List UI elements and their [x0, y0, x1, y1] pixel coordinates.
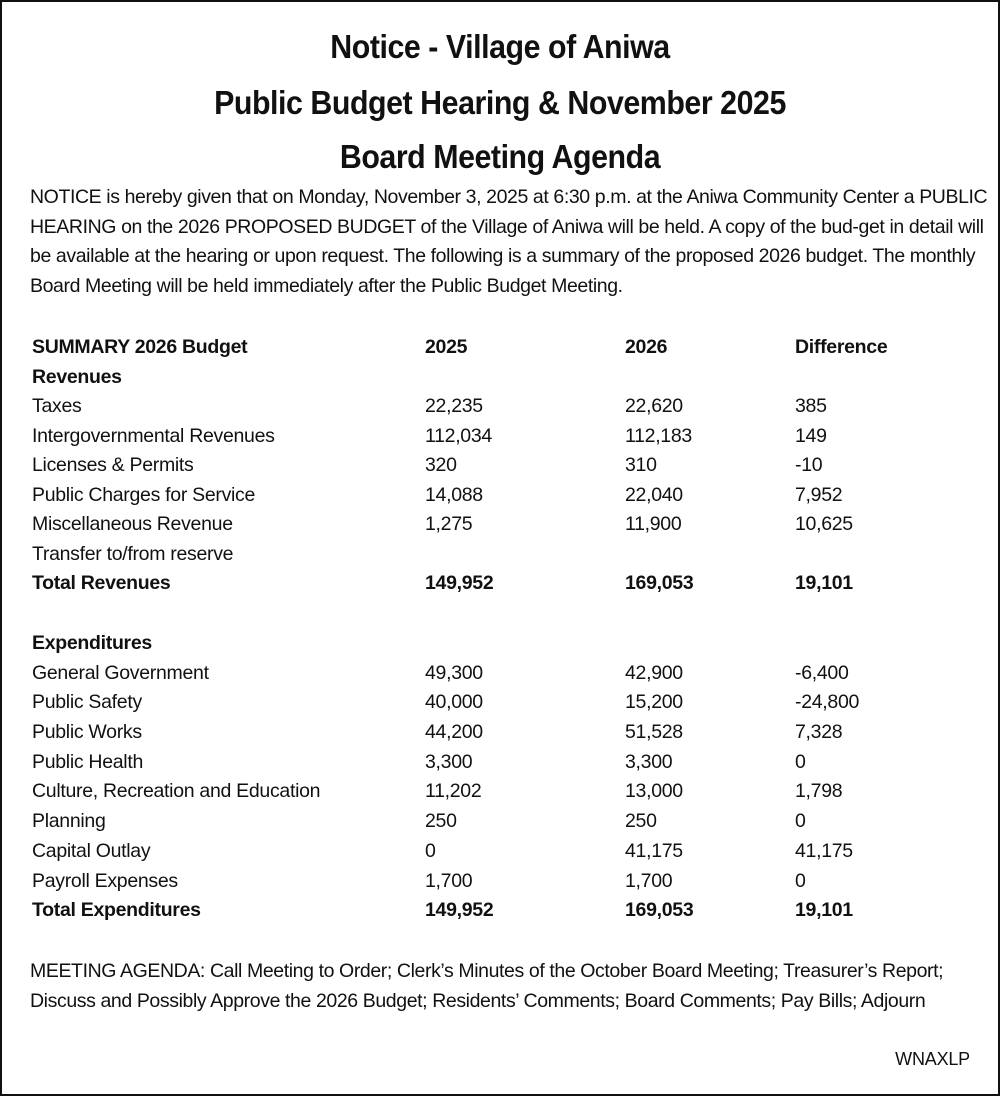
- row-label: Transfer to/from reserve: [32, 543, 234, 565]
- row-label: Payroll Expenses: [32, 870, 178, 892]
- value-2026: 22,620: [625, 395, 683, 417]
- row-label: Miscellaneous Revenue: [32, 513, 233, 535]
- value-difference: 19,101: [795, 899, 853, 921]
- value-2025: 1,275: [425, 513, 473, 535]
- value-difference: 10,625: [795, 513, 853, 535]
- value-difference: 149: [795, 425, 827, 447]
- value-difference: 41,175: [795, 840, 853, 862]
- row-label: Total Revenues: [32, 572, 171, 594]
- value-2025: 3,300: [425, 751, 473, 773]
- value-difference: -6,400: [795, 662, 849, 684]
- row-label: Public Health: [32, 751, 143, 773]
- value-2025: 11,202: [425, 780, 482, 802]
- value-2026: 41,175: [625, 840, 683, 862]
- notice-subtitle-2: Board Meeting Agenda: [339, 138, 661, 175]
- intro-paragraph: NOTICE is hereby given that on Monday, November 3, 2025 at 6:30 p.m. at the Aniwa Community Center a PUBLIC HEARING on the 2026 PROPOSED BUDGET of the Village of Aniwa will be held. A copy of the bud-get in detail will be available at the hearing or upon request. The following is a summary of the proposed 2026 budget. The monthly Board Meeting will be held immediately after the Public Budget Meeting.: [30, 186, 988, 297]
- value-2025: 44,200: [425, 721, 483, 743]
- value-difference: 19,101: [795, 572, 853, 594]
- value-2026: 15,200: [625, 691, 683, 713]
- meeting-agenda: MEETING AGENDA: Call Meeting to Order; Clerk’s Minutes of the October Board Meeting; Treasurer’s Report; Discuss and Possibly Approve the 2026 Budget; Residents’ Comments; Board Comments; Pay Bills; Adjourn: [30, 960, 944, 1012]
- section-heading: Revenues: [32, 366, 122, 388]
- value-2025: 149,952: [425, 572, 494, 594]
- value-2025: 22,235: [425, 395, 483, 417]
- value-2026: 250: [625, 810, 657, 832]
- value-difference: 0: [795, 810, 806, 832]
- row-label: Licenses & Permits: [32, 454, 194, 476]
- publication-code: WNAXLP: [895, 1049, 970, 1069]
- row-label: Public Works: [32, 721, 142, 743]
- value-2026: 3,300: [625, 751, 673, 773]
- value-2025: 112,034: [425, 425, 492, 447]
- section-heading: Expenditures: [32, 632, 152, 654]
- value-2025: 149,952: [425, 899, 494, 921]
- value-difference: 0: [795, 751, 806, 773]
- row-label: Taxes: [32, 395, 82, 417]
- row-label: Public Safety: [32, 691, 142, 713]
- value-difference: -24,800: [795, 691, 860, 713]
- row-label: Public Charges for Service: [32, 484, 256, 506]
- header-label: SUMMARY 2026 Budget: [32, 336, 248, 358]
- value-difference: -10: [795, 454, 823, 476]
- value-2025: 40,000: [425, 691, 483, 713]
- value-2025: 49,300: [425, 662, 483, 684]
- row-label: Planning: [32, 810, 106, 832]
- value-2026: 112,183: [625, 425, 692, 447]
- notice-subtitle: Public Budget Hearing & November 2025: [214, 84, 786, 121]
- value-difference: 7,328: [795, 721, 843, 743]
- value-2026: 11,900: [625, 513, 682, 535]
- value-2026: 1,700: [625, 870, 673, 892]
- value-2026: 22,040: [625, 484, 683, 506]
- header-difference: Difference: [795, 336, 888, 358]
- row-label: Intergovernmental Revenues: [32, 425, 275, 447]
- value-2026: 169,053: [625, 572, 694, 594]
- value-2026: 13,000: [625, 780, 683, 802]
- value-2025: 250: [425, 810, 457, 832]
- row-label: Capital Outlay: [32, 840, 151, 862]
- header-2026: 2026: [625, 336, 668, 358]
- value-2026: 310: [625, 454, 657, 476]
- value-2025: 0: [425, 840, 436, 862]
- row-label: Culture, Recreation and Education: [32, 780, 321, 802]
- value-2025: 1,700: [425, 870, 473, 892]
- value-difference: 7,952: [795, 484, 843, 506]
- value-difference: 0: [795, 870, 806, 892]
- value-difference: 1,798: [795, 780, 843, 802]
- value-2025: 14,088: [425, 484, 483, 506]
- value-2026: 169,053: [625, 899, 694, 921]
- value-2026: 42,900: [625, 662, 683, 684]
- header-2025: 2025: [425, 336, 468, 358]
- row-label: Total Expenditures: [32, 899, 201, 921]
- value-2025: 320: [425, 454, 457, 476]
- value-2026: 51,528: [625, 721, 683, 743]
- value-difference: 385: [795, 395, 827, 417]
- row-label: General Government: [32, 662, 209, 684]
- notice-title: Notice - Village of Aniwa: [330, 28, 670, 65]
